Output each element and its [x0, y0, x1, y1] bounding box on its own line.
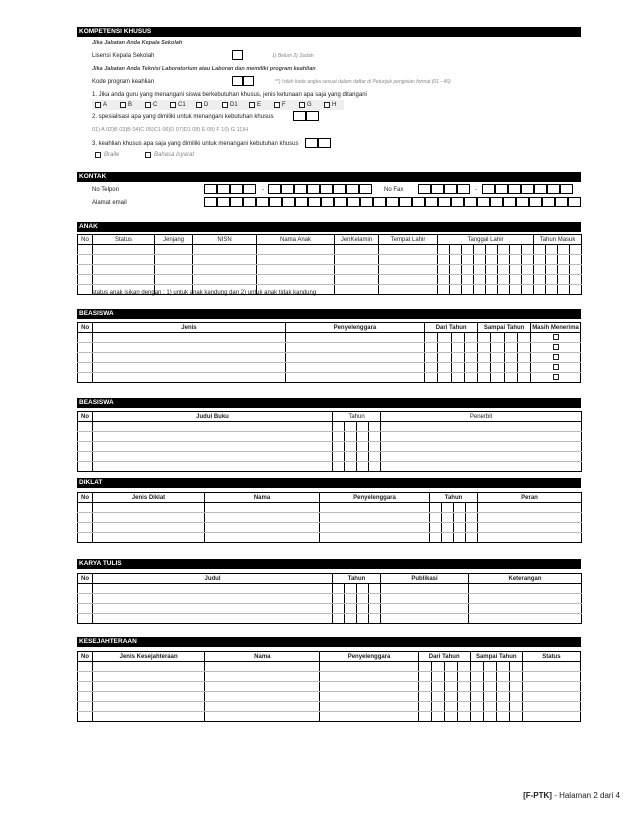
- option-label: D: [204, 102, 209, 108]
- table-row[interactable]: [78, 343, 581, 353]
- table-row[interactable]: [78, 265, 582, 275]
- kepsek-heading: Jika Jabatan Anda Kepala Sekolah: [92, 40, 183, 46]
- col-header: Masih Menerima: [532, 324, 579, 331]
- col-header: Tanggal Lahir: [438, 235, 534, 245]
- checkbox-d1[interactable]: [222, 102, 228, 108]
- fax-dash: -: [475, 187, 477, 193]
- section-title-kontak: KONTAK: [77, 172, 581, 182]
- question-3: 3. keahlian khusus apa saja yang dimiliki untuk menangani kebutuhan khusus: [92, 141, 299, 147]
- col-header: Tempat Lahir: [379, 235, 438, 245]
- table-row[interactable]: [78, 432, 582, 442]
- table-row[interactable]: [78, 373, 581, 383]
- anak-note: status anak isikan dengan : 1) untuk anak kandung dan 2) untuk anak tidak kandung: [92, 290, 317, 296]
- col-header: Peran: [478, 493, 582, 503]
- buku-table: [77, 411, 582, 472]
- option-label: G: [307, 102, 312, 108]
- checkbox-braile[interactable]: [95, 152, 101, 158]
- col-header: Jenis Diklat: [93, 493, 205, 503]
- table-row[interactable]: [78, 452, 582, 462]
- table-row[interactable]: [78, 503, 582, 513]
- anak-table: [77, 234, 582, 295]
- section-title-anak: ANAK: [77, 222, 581, 232]
- col-header: No: [78, 235, 93, 245]
- option-label: F: [282, 102, 286, 108]
- beasiswa-table: [77, 322, 581, 383]
- col-header: Status: [93, 235, 155, 245]
- col-header: Status: [522, 652, 580, 662]
- kesejahteraan-table: [77, 651, 581, 722]
- kode-input-1[interactable]: [232, 76, 243, 86]
- karya-tulis-table: [77, 573, 582, 624]
- option-label: A: [103, 102, 108, 108]
- page-number: - Halaman 2 dari 4: [551, 791, 620, 800]
- lisensi-input[interactable]: [232, 50, 243, 60]
- lisensi-hint: 1) Belum 2) Sudah: [272, 53, 314, 59]
- section-title-buku: BEASISWA: [77, 398, 581, 408]
- table-row[interactable]: [78, 672, 581, 682]
- kode-hint: **) Isilah kode angka sesuai dalam daftar di Petunjuk pengisian format (01 - 46): [275, 79, 451, 85]
- col-header: Tahun: [430, 493, 478, 503]
- laboran-heading: Jika Jabatan Anda Teknisi Laboratorium atau Laboran dan memiliki program keahlian: [92, 66, 316, 72]
- section-title-kompetensi: KOMPETENSI KHUSUS: [77, 27, 581, 37]
- table-row[interactable]: [78, 422, 582, 432]
- checkbox-d[interactable]: [196, 102, 202, 108]
- lisensi-label: Lisensi Kepala Sekolah: [92, 53, 155, 59]
- table-row[interactable]: [78, 513, 582, 523]
- table-row[interactable]: [78, 363, 581, 373]
- col-header: Penyelenggara: [320, 652, 418, 662]
- checkbox-c[interactable]: [145, 102, 151, 108]
- table-row[interactable]: [78, 533, 582, 543]
- checkbox-h[interactable]: [324, 102, 330, 108]
- option-label: C1: [178, 102, 186, 108]
- col-header: No: [78, 493, 93, 503]
- table-row[interactable]: [78, 245, 582, 255]
- spesialisasi-codes: 01) A 02)B 03)B 04)C 05)C1 06)D 07)D1 08) E 09) F 10) G 11)H: [92, 127, 249, 133]
- table-row[interactable]: [78, 604, 582, 614]
- col-header: Penyelenggara: [285, 323, 424, 333]
- telpon-label: No Telpon: [92, 187, 119, 193]
- masih-menerima-checkbox[interactable]: [553, 354, 559, 360]
- option-label: C: [153, 102, 158, 108]
- checkbox-bahasa-isyarat[interactable]: [145, 152, 151, 158]
- section-title-beasiswa: BEASISWA: [77, 309, 581, 319]
- table-row[interactable]: [78, 712, 581, 722]
- bahasa-isyarat-label: Bahasa Isyarat: [154, 152, 195, 158]
- col-header: Jenis Kesejahteraan: [93, 652, 205, 662]
- col-header: Nama: [205, 652, 320, 662]
- col-header: NISN: [193, 235, 257, 245]
- option-label: H: [332, 102, 337, 108]
- col-header: Tahun Masuk: [534, 235, 582, 245]
- kode-input-2[interactable]: [243, 76, 254, 86]
- question-1: 1. Jika anda guru yang menangani siswa berkebutuhan khusus, jenis ketunaan apa saja yang ditangani: [92, 92, 367, 98]
- table-row[interactable]: [78, 333, 581, 343]
- col-header: Nama: [205, 493, 320, 503]
- table-row[interactable]: [78, 462, 582, 472]
- braile-label: Braile: [104, 152, 120, 158]
- question-2: 2. spesialisasi apa yang dimiliki untuk menangani kebutuhan khusus: [92, 114, 274, 120]
- table-row[interactable]: [78, 584, 582, 594]
- masih-menerima-checkbox[interactable]: [553, 364, 559, 370]
- table-row[interactable]: [78, 442, 582, 452]
- page-footer: [523, 791, 620, 800]
- checkbox-g[interactable]: [299, 102, 305, 108]
- checkbox-e[interactable]: [249, 102, 255, 108]
- keahlian-input-1[interactable]: [305, 138, 318, 148]
- col-header: No: [78, 574, 93, 584]
- col-header: Jenis: [93, 323, 285, 333]
- email-label: Alamat email: [92, 200, 127, 206]
- section-title-karya-tulis: KARYA TULIS: [77, 559, 581, 569]
- checkbox-f[interactable]: [274, 102, 280, 108]
- checkbox-b[interactable]: [120, 102, 126, 108]
- section-title-diklat: DIKLAT: [77, 478, 581, 488]
- keahlian-input-2[interactable]: [318, 138, 331, 148]
- table-row[interactable]: [78, 702, 581, 712]
- col-header: Tahun: [333, 574, 381, 584]
- section-title-kesejahteraan: KESEJAHTERAAN: [77, 637, 581, 647]
- col-header: Dari Tahun: [418, 652, 470, 662]
- col-header: Sampai Tahun: [478, 323, 531, 333]
- checkbox-c1[interactable]: [170, 102, 176, 108]
- telpon-dash: -: [262, 187, 264, 193]
- col-header: Keterangan: [469, 574, 582, 584]
- form-code: [F-PTK]: [523, 791, 552, 800]
- col-header: Sampai Tahun: [470, 652, 522, 662]
- spesialisasi-input-1[interactable]: [293, 111, 306, 121]
- table-row[interactable]: [78, 692, 581, 702]
- spesialisasi-input-2[interactable]: [306, 111, 319, 121]
- masih-menerima-checkbox[interactable]: [553, 334, 559, 340]
- col-header: Dari Tahun: [425, 323, 478, 333]
- col-header: Judul Buku: [93, 412, 333, 422]
- table-row[interactable]: [78, 614, 582, 624]
- table-row[interactable]: [78, 353, 581, 363]
- masih-menerima-checkbox[interactable]: [553, 374, 559, 380]
- col-header: No: [78, 412, 93, 422]
- option-label: E: [257, 102, 262, 108]
- table-row[interactable]: [78, 662, 581, 672]
- option-label: B: [128, 102, 133, 108]
- fax-label: No Fax: [384, 187, 404, 193]
- col-header: Judul: [93, 574, 333, 584]
- table-row[interactable]: [78, 523, 582, 533]
- col-header: No: [78, 323, 93, 333]
- col-header: JenKelamin: [335, 235, 379, 245]
- kode-label: Kode program keahlian: [92, 79, 155, 85]
- table-row[interactable]: [78, 255, 582, 265]
- col-header: Nama Anak: [257, 235, 335, 245]
- option-label: D1: [230, 102, 238, 108]
- masih-menerima-checkbox[interactable]: [553, 344, 559, 350]
- table-row[interactable]: [78, 682, 581, 692]
- col-header: Jenjang: [155, 235, 193, 245]
- col-header: Tahun: [333, 412, 381, 422]
- col-header: Publikasi: [381, 574, 469, 584]
- table-row[interactable]: [78, 275, 582, 285]
- checkbox-a[interactable]: [95, 102, 101, 108]
- col-header: Penerbit: [381, 412, 582, 422]
- col-header: Penyelenggara: [320, 493, 430, 503]
- diklat-table: [77, 492, 582, 543]
- table-row[interactable]: [78, 594, 582, 604]
- col-header: No: [78, 652, 93, 662]
- ketunaan-options: [92, 100, 344, 110]
